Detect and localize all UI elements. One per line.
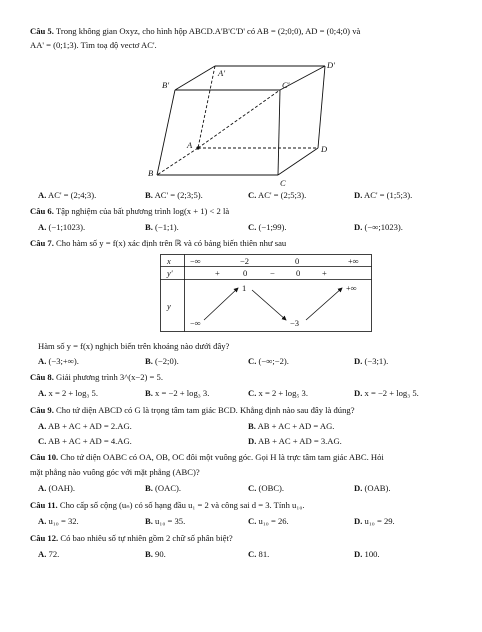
q5-text-line1: Trong không gian Oxyz, cho hình hộp ABCD.A'B'C'D' có AB = (2;0;0), AD = (0;4;0) và: [55, 26, 361, 36]
arrow-increase-2: [306, 288, 342, 320]
q5-option-d[interactable]: D. AC' = (1;5;3).: [354, 190, 413, 200]
q12-option-b[interactable]: B. 90.: [145, 549, 166, 559]
q11-option-b[interactable]: B. u₁₀ = 35.: [145, 516, 186, 526]
q5-text-line2: AA' = (0;1;3). Tìm toạ độ vectơ AC'.: [30, 40, 157, 50]
q5-option-c[interactable]: C. AC' = (2;5;3).: [248, 190, 307, 200]
q12-option-d[interactable]: D. 100.: [354, 549, 380, 559]
q10-text-line2: mặt phẳng nào vuông góc với mặt phẳng (ABC)?: [30, 467, 200, 477]
q8-text: Giải phương trình 3^(x−2) = 5.: [56, 372, 163, 382]
q12-option-a[interactable]: A. 72.: [38, 549, 60, 559]
q11-text: Cho cấp số cộng (uₙ) có số hạng đầu u₁ = 2 và công sai d = 3. Tính u₁₀.: [59, 500, 305, 510]
q6-option-d[interactable]: D. (−∞;1023).: [354, 222, 403, 232]
q5-option-b[interactable]: B. AC' = (2;3;5).: [145, 190, 203, 200]
q6-line: [30, 206, 229, 216]
q10-option-c[interactable]: C. (OBC).: [248, 483, 285, 493]
arrow-increase-1: [204, 288, 238, 320]
table-x-neg-inf: −∞: [190, 256, 201, 266]
table-yprime-plus2: +: [322, 268, 327, 278]
q8-option-a[interactable]: A. x = 2 + log₃ 5.: [38, 388, 98, 398]
q11-option-a[interactable]: A. u₁₀ = 32.: [38, 516, 79, 526]
variation-table: [160, 254, 372, 332]
q5-line1: [30, 26, 360, 36]
table-x-zero: 0: [295, 256, 300, 266]
label-B: B: [148, 168, 154, 178]
table-x-pos-inf: +∞: [348, 256, 359, 266]
q12-option-c[interactable]: C. 81.: [248, 549, 270, 559]
label-D-prime: D': [327, 60, 335, 70]
q8-line: [30, 372, 163, 382]
q6-option-a[interactable]: A. (−1;1023).: [38, 222, 86, 232]
q7-label: Câu 7.: [30, 238, 54, 248]
label-C-prime: C': [282, 80, 290, 90]
q11-line: [30, 500, 305, 510]
q7-option-c[interactable]: C. (−∞;−2).: [248, 356, 289, 366]
q11-label: Câu 11.: [30, 500, 58, 510]
q10-option-a[interactable]: A. (OAH).: [38, 483, 76, 493]
table-yprime-minus: −: [270, 268, 275, 278]
q11-option-d[interactable]: D. u₁₀ = 29.: [354, 516, 395, 526]
q8-option-b[interactable]: B. x = −2 + log₃ 3.: [145, 388, 210, 398]
q10-label: Câu 10.: [30, 452, 59, 462]
q6-label: Câu 6.: [30, 206, 54, 216]
label-C: C: [280, 178, 286, 188]
q7-question: Hàm số y = f(x) nghịch biến trên khoảng nào dưới đây?: [38, 341, 230, 351]
q8-option-d[interactable]: D. x = −2 + log₃ 5.: [354, 388, 419, 398]
q7-text: Cho hàm số y = f(x) xác định trên ℝ và có bảng biến thiên như sau: [56, 238, 287, 248]
q10-option-b[interactable]: B. (OAC).: [145, 483, 182, 493]
q9-option-c[interactable]: C. AB + AC + AD = 4.AG.: [38, 436, 132, 446]
q6-option-c[interactable]: C. (−1;99).: [248, 222, 287, 232]
label-B-prime: B': [162, 80, 170, 90]
table-yprime-label: y': [167, 268, 173, 278]
q10-option-d[interactable]: D. (OAB).: [354, 483, 391, 493]
q9-option-d[interactable]: D. AB + AC + AD = 3.AG.: [248, 436, 342, 446]
q7-line: [30, 238, 286, 248]
q7-option-b[interactable]: B. (−2;0).: [145, 356, 179, 366]
q7-option-a[interactable]: A. (−3;+∞).: [38, 356, 79, 366]
q9-label: Câu 9.: [30, 405, 54, 415]
table-x-label: x: [167, 256, 171, 266]
table-y-label: y: [167, 301, 171, 311]
q12-line: [30, 533, 233, 543]
table-y-pos-inf: +∞: [346, 283, 357, 293]
parallelepiped-figure: [140, 58, 340, 188]
q12-label: Câu 12.: [30, 533, 59, 543]
q8-label: Câu 8.: [30, 372, 54, 382]
q11-option-c[interactable]: C. u₁₀ = 26.: [248, 516, 289, 526]
q10-line1: [30, 452, 384, 462]
q5-label: Câu 5.: [30, 26, 54, 36]
q6-option-b[interactable]: B. (−1;1).: [145, 222, 179, 232]
q10-text-line1: Cho tứ diện OABC có OA, OB, OC đôi một vuông góc. Gọi H là trực tâm tam giác ABC. Hỏi: [60, 452, 384, 462]
table-y-max: 1: [242, 283, 247, 293]
q8-option-c[interactable]: C. x = 2 + log₅ 3.: [248, 388, 308, 398]
q9-text: Cho tứ diện ABCD có G là trọng tâm tam giác BCD. Khẳng định nào sau đây là đúng?: [56, 405, 355, 415]
table-x-minus2: −2: [240, 256, 250, 266]
q7-option-d[interactable]: D. (−3;1).: [354, 356, 389, 366]
label-A: A: [187, 140, 193, 150]
q6-text: Tập nghiệm của bất phương trình log(x + 1) < 2 là: [55, 206, 230, 216]
label-D: D: [321, 144, 328, 154]
q12-text: Có bao nhiêu số tự nhiên gồm 2 chữ số phân biệt?: [60, 533, 233, 543]
table-yprime-plus1: +: [215, 268, 220, 278]
arrow-decrease: [252, 290, 286, 320]
table-y-neg-inf: −∞: [190, 318, 201, 328]
q9-line: [30, 405, 355, 415]
table-y-min: −3: [290, 318, 300, 328]
table-yprime-zero2: 0: [296, 268, 301, 278]
q9-option-a[interactable]: A. AB + AC + AD = 2.AG.: [38, 421, 132, 431]
q5-option-a[interactable]: A. AC' = (2;4;3).: [38, 190, 97, 200]
table-yprime-zero1: 0: [243, 268, 248, 278]
q9-option-b[interactable]: B. AB + AC + AD = AG.: [248, 421, 335, 431]
label-A-prime: A': [218, 68, 226, 78]
